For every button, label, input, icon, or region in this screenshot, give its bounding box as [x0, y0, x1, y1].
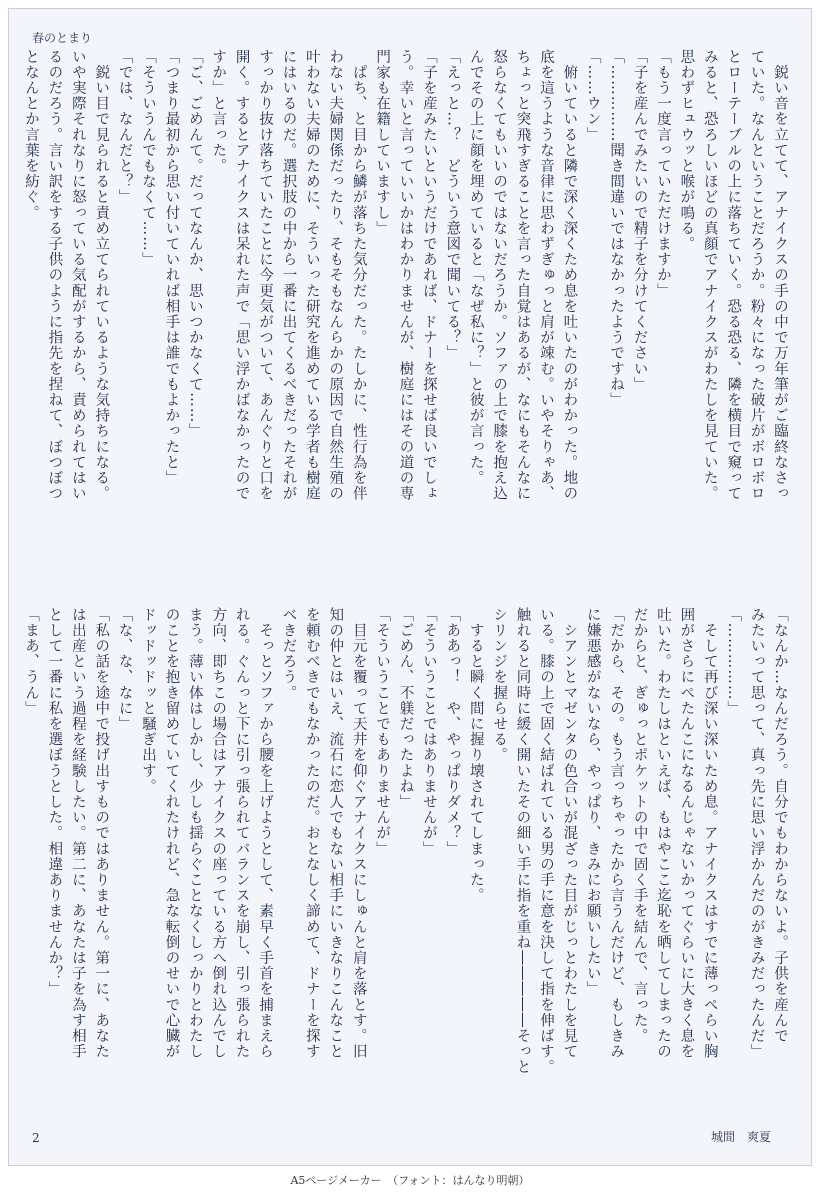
text-line: を頼むべきでもなかったのだ。おとなしく諦めて、ドナーを探す	[303, 607, 320, 1060]
text-line: のことを抱き留めていてくれたけれど、急な転倒のせいで心臓が	[163, 607, 180, 1060]
text-line: るのだろう。言い訳をする子供のように指先を捏ねて、ぼつぼつ	[46, 49, 63, 502]
text-line: 叶わない夫婦のために、そういった研究を進めている学者も樹庭	[303, 49, 320, 502]
page-number: 2	[32, 1131, 40, 1145]
text-line: ドッドッドッと騒ぎ出す。	[140, 607, 157, 795]
text-line: 「ご、ごめんて。だってなんか、思いつかなくて……」	[186, 49, 203, 439]
text-line: 「そういうんでもなくて……」	[140, 49, 157, 268]
text-line: 「ああっ！ や、やっぱりダメ？」	[444, 607, 461, 857]
text-line: そっとソファから腰を上げようとして、素早く手首を捕まえら	[257, 607, 274, 1060]
text-line: わない夫婦関係だったり、そもそもなんらかの原因で自然生殖の	[327, 49, 344, 502]
text-line: 「そういうことでもありませんが」	[374, 607, 391, 857]
text-line: 「……………」	[725, 607, 742, 717]
text-block-lower	[23, 607, 791, 1127]
text-line: 「そういうことではありませんが」	[420, 607, 437, 857]
text-line: 開く。するとアナイクスは呆れた声で「思い浮かばなかったので	[233, 49, 250, 502]
text-line: 方向、即ちこの場合はアナイクスの座っている方へ倒れ込んでし	[210, 607, 227, 1060]
text-line: 俯いていると隣で深く深くため息を吐いたのがわかった。地の	[561, 49, 578, 502]
text-line: として一番に私を選ぼうとした。相違ありませんか？」	[46, 607, 63, 997]
text-line: 「ごめん、不躾だったよね」	[397, 607, 414, 810]
text-line: いる。膝の上で固く結ばれている男の手に意を決して指を伸ばす。	[537, 607, 554, 1075]
text-line: 目元を覆って天井を仰ぐアナイクスにしゅんと肩を落とす。旧	[350, 607, 367, 1060]
text-line: すか」と言った。	[210, 49, 227, 174]
text-line: 鋭い音を立てて、アナイクスの手の中で万年筆がご臨終なさっ	[772, 49, 788, 502]
text-line: 「つまり最初から思い付いていれば相手は誰でもよかったと」	[163, 49, 180, 486]
text-line: ていた。なんということだろうか。粉々になった破片がボロボロ	[748, 49, 765, 502]
text-line: すっかり抜け落ちていたことに今更気がついて、あんぐりと口を	[257, 49, 274, 502]
text-line: 吐いた。わたしはといえば、もはやここ迄恥を晒してしまったの	[654, 607, 671, 1060]
text-line: みると、恐ろしいほどの真顔でアナイクスがわたしを見ていた。	[701, 49, 718, 502]
text-line: まう。薄い体はしかし、少しも揺らぐことなくしっかりとわたし	[186, 607, 203, 1060]
text-line: 底を這うような音律に思わずぎゅっと肩が竦む。いやそりゃあ、	[537, 49, 554, 502]
text-line: 触れると同時に緩く開いたその細い手に指を重ね―――――そっと	[514, 607, 531, 1075]
text-line: とローテーブルの上に落ちていく。恐る恐る、隣を横目で窺って	[725, 49, 742, 502]
text-line: 「では、なんだと？」	[116, 49, 133, 205]
text-line: にはいるのだ。選択肢の中から一番に出てくるべきだったそれが	[280, 49, 297, 502]
text-line: ぱち、と目から鱗が落ちた気分だった。たしかに、性行為を伴	[350, 49, 367, 502]
manuscript-page	[8, 8, 812, 1166]
text-line: すると瞬く間に握り壊されてしまった。	[467, 607, 484, 904]
text-line: 「もう一度言っていただけますか」	[654, 49, 671, 299]
text-line: う。幸いと言っていいかはわかりませんが、樹庭にはその道の専	[397, 49, 414, 502]
text-line: そして再び深い深いため息。アナイクスはすでに薄っぺらい胸	[701, 607, 718, 1060]
text-line: 囲がさらにぺたんこになるんじゃないかってぐらいに大きく息を	[678, 607, 695, 1060]
text-line: 知の仲とはいえ、流石に恋人でもない相手にいきなりこんなこと	[327, 607, 344, 1060]
text-line: 「な、な、なに」	[116, 607, 133, 732]
text-line: いや実際それなりに怒っている気配がするから、責められてはい	[69, 49, 86, 502]
text-line: 「私の話を途中で投げ出すものではありません。第一に、あなた	[93, 607, 110, 1060]
text-line: べきだろう。	[280, 607, 297, 701]
text-line: となんとか言葉を紡ぐ。	[23, 49, 39, 221]
text-line: シアンとマゼンタの色合いが混ざった目がじっとわたしを見て	[561, 607, 578, 1060]
story-title: 春のとまり	[32, 31, 93, 45]
text-line: 「だから、その。もう言っちゃったから言うんだけど、もしきみ	[608, 607, 625, 1060]
text-line: は出産という過程を経験したい。第二に、あなたは子を為す相手	[69, 607, 86, 1060]
text-line: シリンジを握らせる。	[491, 607, 508, 763]
text-line: 「まあ、うん」	[23, 607, 39, 717]
author-name: 城間 爽夏	[710, 1130, 771, 1144]
text-line: だからと、ぎゅっとポケットの中で固く手を結んで、言った。	[631, 607, 648, 1044]
text-line: 「子を産んでみたいので精子を分けてください」	[631, 49, 648, 393]
text-line: 「えっと…？ どういう意図で聞いてる？」	[444, 49, 461, 361]
text-line: 門家も在籍していますし」	[374, 49, 391, 237]
text-line: 「……………聞き間違いではなかったようですね」	[608, 49, 625, 408]
text-line: 「……ウン」	[584, 49, 601, 143]
text-line: ちょっと突飛すぎることを言った自覚はあるが、なにもそんなに	[514, 49, 531, 502]
text-block-upper	[23, 49, 791, 569]
footer-credit: A5ページメーカー （フォント：はんなり明朝）	[290, 1174, 530, 1187]
text-line: 思わずヒュウッと喉が鳴る。	[678, 49, 695, 252]
text-line: んでその上に顔を埋めていると「なぜ私に？」と彼が言った。	[467, 49, 484, 486]
text-line: 鋭い目で見られると責め立てられているような気持ちになる。	[93, 49, 110, 502]
text-line: れる。ぐんっと下に引っ張られてバランスを崩し、引っ張られた	[233, 607, 250, 1060]
text-line: 怒らなくてもいいのではないだろうか。ソファの上で膝を抱え込	[491, 49, 508, 502]
text-line: 「なんか…なんだろう。自分でもわからないよ。子供を産んで	[772, 607, 788, 1044]
text-line: 「子を産みたいというだけであれば、ドナーを探せば良いでしょ	[420, 49, 437, 502]
text-line: みたいって思って、真っ先に思い浮かんだのがきみだったんだ」	[748, 607, 765, 1060]
text-line: に嫌悪感がないなら、やっぱり、きみにお願いしたい」	[584, 607, 601, 997]
